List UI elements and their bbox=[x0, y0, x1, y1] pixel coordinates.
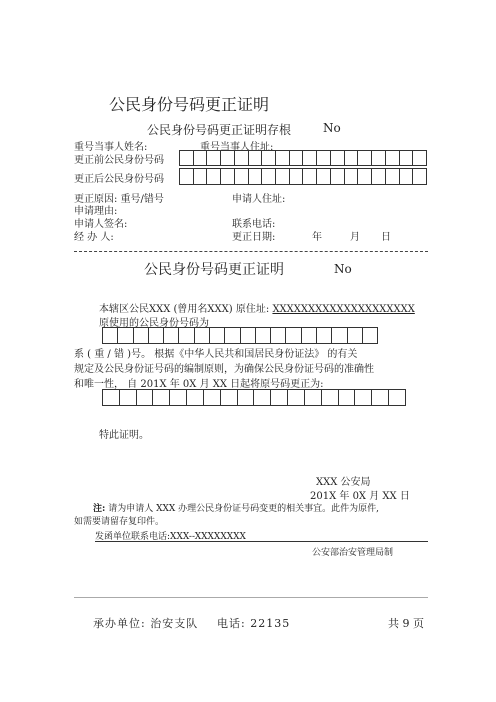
stub-month: 月 bbox=[350, 232, 360, 243]
footer-unit: 承办单位: 治安支队 bbox=[93, 617, 199, 630]
footer-phone: 电话: 22135 bbox=[217, 617, 291, 630]
cert-note-text2: 如需要请留存复印件。 bbox=[74, 517, 165, 527]
stub-no-mark: No bbox=[323, 121, 341, 135]
stub-subtitle: 公民身份号码更正证明存根 bbox=[147, 123, 292, 137]
cert-contact: 发函单位联系电话:XXX--XXXXXXXX bbox=[95, 532, 246, 542]
cert-issue-date: 201X 年 0X 月 XX 日 bbox=[310, 491, 410, 502]
cut-line bbox=[74, 251, 428, 252]
cert-note-label: 注: bbox=[93, 504, 106, 514]
cert-issuer: XXX 公安局 bbox=[316, 477, 371, 488]
stub-applicant-address-label: 申请人住址: bbox=[232, 194, 286, 205]
stub-year: 年 bbox=[312, 232, 322, 243]
stub-after-id-boxes bbox=[179, 168, 427, 185]
cert-contact-rule bbox=[95, 541, 428, 542]
stub-after-label: 更正后公民身份号码 bbox=[74, 174, 164, 185]
cert-para-line1: 系 ( 重 / 错 )号。 根据《中华人民共和国居民身份证法》 的有关 bbox=[74, 349, 358, 360]
stub-applicant-sign-label: 申请人签名: bbox=[74, 219, 128, 230]
cert-note-text: 请为申请人 XXX 办理公民身份证号码变更的相关事宜。此件为原件, bbox=[108, 504, 380, 514]
cert-maker: 公安部治安管理局制 bbox=[312, 548, 394, 558]
footer-rule bbox=[74, 597, 428, 598]
cert-para-line2: 规定及公民身份证号码的编制原则，为确保公民身份证号码的准确性 bbox=[74, 364, 374, 375]
stub-applicant-reason-label: 申请理由: bbox=[74, 206, 118, 217]
stub-date-label: 更正日期: bbox=[232, 232, 276, 243]
cert-title: 公民身份号码更正证明 bbox=[144, 262, 284, 278]
cert-line1-prefix: 本辖区公民XXX (曾用名XXX) 原住址: bbox=[99, 304, 273, 315]
stub-day: 日 bbox=[381, 232, 391, 243]
stub-address-label: 重号当事人住址: bbox=[200, 142, 274, 153]
cert-note bbox=[93, 501, 379, 514]
stub-name-label: 重号当事人姓名: bbox=[74, 142, 148, 153]
cert-new-id-boxes bbox=[102, 389, 406, 406]
cert-line1-address: XXXXXXXXXXXXXXXXXXXX bbox=[272, 304, 415, 315]
stub-reason-label: 更正原因: 重号/错号 bbox=[74, 194, 164, 205]
stub-before-id-boxes bbox=[179, 150, 427, 166]
cert-line2: 原使用的公民身份号码为 bbox=[99, 318, 209, 329]
stub-handler-label: 经 办 人: bbox=[74, 232, 114, 243]
cert-closing: 特此证明。 bbox=[99, 430, 149, 441]
cert-original-id-boxes bbox=[102, 327, 378, 344]
cert-line1 bbox=[99, 300, 415, 315]
stub-phone-label: 联系电话: bbox=[232, 219, 276, 230]
stub-title: 公民身份号码更正证明 bbox=[109, 95, 270, 114]
cert-no-mark: No bbox=[334, 262, 352, 276]
stub-before-label: 更正前公民身份号码 bbox=[74, 155, 164, 166]
cert-para-line3: 和唯一性， 自 201X 年 0X 月 XX 日起将原号码更正为: bbox=[74, 379, 324, 390]
footer-pages: 共 9 页 bbox=[388, 617, 424, 630]
